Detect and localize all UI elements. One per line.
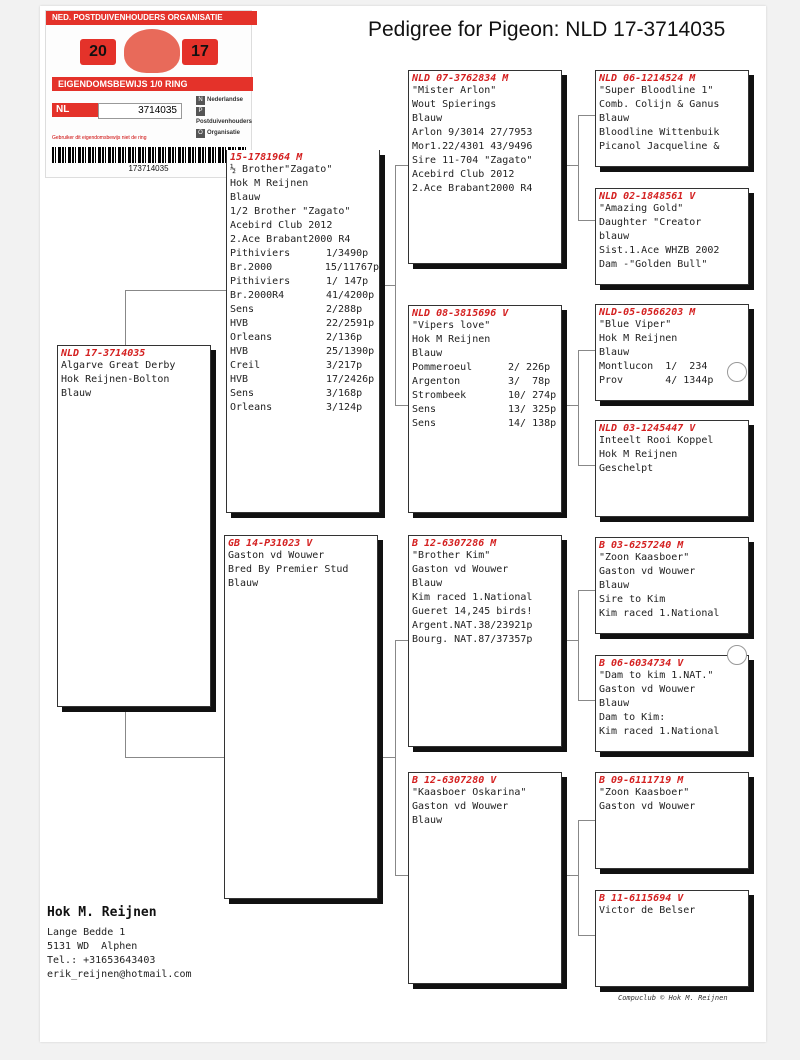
card-line: Sire 11-704 "Zagato" — [412, 155, 533, 166]
card-line: 1/2 Brother "Zagato" — [230, 206, 351, 217]
sire-dam-card — [408, 305, 562, 513]
card-line: Daughter "Creator — [599, 217, 702, 228]
ring-number: 15-1781964 M — [230, 152, 303, 163]
card-line: "Dam to kim 1.NAT." — [599, 670, 714, 681]
card-line: 2.Ace Brabant2000 R4 — [230, 234, 351, 245]
race-name: HVB — [230, 374, 249, 385]
connector-line — [578, 220, 595, 221]
connector-line — [380, 757, 395, 758]
race-name: Creil — [230, 360, 261, 371]
card-line: Blauw — [230, 192, 261, 203]
owner-email: erik_reijnen@hotmail.com — [47, 969, 192, 980]
card-line: "Vipers love" — [412, 320, 491, 331]
sire-sire-sire-card — [595, 70, 749, 167]
ring-number: B 06-6034734 V — [599, 658, 684, 669]
card-line: Comb. Colijn & Ganus — [599, 99, 720, 110]
footer-credit: Compuclub © Hok M. Reijnen — [618, 994, 728, 1002]
race-result: 1/3490p — [326, 248, 369, 259]
npo-logo: N Nederlandse PPostduivenhouders O Organisatie — [196, 97, 253, 136]
connector-line — [578, 935, 595, 936]
race-name: Argenton — [412, 376, 461, 387]
card-line: Blauw — [228, 578, 259, 589]
card-line: Gaston vd Wouwer — [599, 566, 696, 577]
ring-number: NLD 08-3815696 V — [412, 308, 509, 319]
ring-number: B 11-6115694 V — [599, 893, 684, 904]
ring-number: GB 14-P31023 V — [228, 538, 313, 549]
ring-number: NLD 03-1245447 V — [599, 423, 696, 434]
ring-number: B 03-6257240 M — [599, 540, 684, 551]
connector-line — [395, 405, 409, 406]
card-line: Hok M Reijnen — [599, 333, 678, 344]
card-line: Picanol Jacqueline & — [599, 141, 720, 152]
connector-line — [562, 640, 578, 641]
race-name: Pithiviers — [230, 276, 291, 287]
card-line: "Super Bloodline 1" — [599, 85, 714, 96]
race-result: 14/ 138p — [508, 418, 557, 429]
connector-line — [380, 285, 395, 286]
race-result: 22/2591p — [326, 318, 375, 329]
ring-number: NLD-05-0566203 M — [599, 307, 696, 318]
npo-line: Postduivenhouders — [196, 119, 253, 125]
race-result: 2/ 226p — [508, 362, 551, 373]
card-line: Argent.NAT.38/23921p — [412, 620, 533, 631]
owner-info — [47, 905, 192, 982]
card-line: Blauw — [599, 113, 630, 124]
card-line: "Zoon Kaasboer" — [599, 787, 690, 798]
card-line: Gueret 14,245 birds! — [412, 606, 533, 617]
race-name: Pommeroeul — [412, 362, 473, 373]
race-result: 3/217p — [326, 360, 363, 371]
npo-line: Nederlandse — [207, 97, 244, 103]
card-line: Arlon 9/3014 27/7953 — [412, 127, 533, 138]
race-result: 25/1390p — [326, 346, 375, 357]
card-line: Acebird Club 2012 — [230, 220, 333, 231]
sire-sire-dam-card — [595, 188, 749, 285]
card-line: "Zoon Kaasboer" — [599, 552, 690, 563]
connector-line — [395, 640, 396, 875]
sire-sire-card — [408, 70, 562, 264]
race-name: Strombeek — [412, 390, 467, 401]
card-line: Gaston vd Wouwer — [412, 564, 509, 575]
race-name: Sens — [230, 388, 255, 399]
card-line: Blauw — [599, 347, 630, 358]
connector-line — [395, 165, 396, 405]
sire-dam-dam-card — [595, 420, 749, 517]
race-result-row — [409, 389, 561, 403]
race-result: 10/ 274p — [508, 390, 557, 401]
stamp-small-text: Gebruiker dit eigendomsbewijs niet de ring — [52, 135, 147, 141]
connector-line — [578, 350, 595, 351]
card-line: Blauw — [412, 348, 443, 359]
race-result: 2/288p — [326, 304, 363, 315]
card-line: "Amazing Gold" — [599, 203, 684, 214]
card-line: Kim raced 1.National — [412, 592, 533, 603]
connector-line — [578, 350, 579, 465]
ring-number: NLD 17-3714035 — [61, 348, 146, 359]
connector-line — [562, 405, 578, 406]
connector-line — [562, 165, 578, 166]
card-line: Dam -"Golden Bull" — [599, 259, 708, 270]
card-line: Algarve Great Derby — [61, 360, 176, 371]
card-line: Sire to Kim — [599, 594, 666, 605]
card-line: Blauw — [412, 113, 443, 124]
connector-line — [395, 875, 409, 876]
race-result-row — [409, 417, 561, 431]
card-line: 2.Ace Brabant2000 R4 — [412, 183, 533, 194]
crest-icon — [124, 29, 180, 73]
card-line: "Kaasboer Oskarina" — [412, 787, 527, 798]
stamp-org: NED. POSTDUIVENHOUDERS ORGANISATIE — [46, 11, 257, 25]
race-result-row — [227, 387, 379, 401]
race-name: HVB — [230, 318, 249, 329]
page-title: Pedigree for Pigeon: NLD 17-3714035 — [368, 18, 726, 41]
race-result-row — [227, 345, 379, 359]
card-line: Sist.1.Ace WHZB 2002 — [599, 245, 720, 256]
race-result-row — [409, 403, 561, 417]
hole-punch-icon — [727, 362, 747, 382]
dam-dam-sire-card — [595, 772, 749, 869]
race-name: Orleans — [230, 402, 273, 413]
owner-name: Hok M. Reijnen — [47, 905, 157, 920]
race-name: Sens — [412, 418, 437, 429]
dam-sire-dam-card — [595, 655, 749, 752]
connector-line — [578, 820, 595, 821]
race-result-row — [227, 373, 379, 387]
dam-sire-card — [408, 535, 562, 747]
card-line: blauw — [599, 231, 630, 242]
connector-line — [578, 700, 595, 701]
race-name: Br.2000 — [230, 262, 273, 273]
card-line: Bred By Premier Stud — [228, 564, 349, 575]
card-line: Mor1.22/4301 43/9496 — [412, 141, 533, 152]
race-result-row — [227, 359, 379, 373]
card-line: Blauw — [412, 578, 443, 589]
card-line: Bourg. NAT.87/37357p — [412, 634, 533, 645]
card-line: Victor de Belser — [599, 905, 696, 916]
stamp-year-left: 20 — [80, 39, 116, 65]
npo-line: Organisatie — [207, 130, 241, 136]
card-line: Gaston vd Wouwer — [412, 801, 509, 812]
race-result-row — [227, 303, 379, 317]
card-line: Hok Reijnen-Bolton — [61, 374, 170, 385]
card-line: Hok M Reijnen — [599, 449, 678, 460]
sire-dam-sire-card — [595, 304, 749, 401]
race-result: 41/4200p — [326, 290, 375, 301]
connector-line — [125, 290, 126, 346]
dam-sire-sire-card — [595, 537, 749, 634]
race-name: Br.2000R4 — [230, 290, 285, 301]
race-result-row — [409, 375, 561, 389]
race-result: 13/ 325p — [508, 404, 557, 415]
race-result-row — [227, 331, 379, 345]
connector-line — [578, 115, 579, 220]
card-line: Blauw — [61, 388, 92, 399]
card-line: Inteelt Rooi Koppel — [599, 435, 714, 446]
barcode-number: 173714035 — [128, 164, 169, 173]
stamp-country: NL — [52, 103, 100, 117]
race-result: 15/11767p — [324, 262, 379, 273]
card-line: Blauw — [599, 580, 630, 591]
connector-line — [562, 875, 578, 876]
card-line: Kim raced 1.National — [599, 608, 720, 619]
hole-punch-icon — [727, 645, 747, 665]
connector-line — [125, 757, 225, 758]
race-result-row — [227, 247, 379, 261]
race-result: 17/2426p — [326, 374, 375, 385]
race-name: Sens — [412, 404, 437, 415]
race-result: 3/168p — [326, 388, 363, 399]
race-result-row — [227, 401, 379, 415]
card-line: Montlucon 1/ 234 — [599, 361, 708, 372]
card-line: "Blue Viper" — [599, 319, 672, 330]
owner-address: Lange Bedde 1 — [47, 927, 126, 938]
card-line: Blauw — [412, 815, 443, 826]
card-line: Kim raced 1.National — [599, 726, 720, 737]
card-line: Acebird Club 2012 — [412, 169, 515, 180]
card-line: Geschelpt — [599, 463, 654, 474]
card-line: ½ Brother"Zagato" — [230, 164, 333, 175]
card-line: Hok M Reijnen — [412, 334, 491, 345]
ring-number: B 12-6307280 V — [412, 775, 497, 786]
connector-line — [395, 640, 409, 641]
race-result-row — [227, 275, 379, 289]
ownership-certificate — [45, 10, 252, 178]
ring-number: B 09-6111719 M — [599, 775, 684, 786]
race-name: HVB — [230, 346, 249, 357]
card-line: Gaston vd Wouwer — [599, 801, 696, 812]
card-line: Hok M Reijnen — [230, 178, 309, 189]
ring-number: NLD 02-1848561 V — [599, 191, 696, 202]
stamp-ownership: EIGENDOMSBEWIJS 1/0 RING — [52, 77, 253, 91]
owner-city: 5131 WD Alphen — [47, 941, 138, 952]
stamp-number: 3714035 — [98, 103, 182, 119]
race-name: Orleans — [230, 332, 273, 343]
race-name: Pithiviers — [230, 248, 291, 259]
card-line: Gaston vd Wouwer — [599, 684, 696, 695]
dam-dam-dam-card — [595, 890, 749, 987]
card-line: Gaston vd Wouwer — [228, 550, 325, 561]
connector-line — [578, 590, 579, 700]
connector-line — [395, 165, 409, 166]
race-result: 1/ 147p — [326, 276, 369, 287]
race-result-row — [409, 361, 561, 375]
race-result-row — [227, 261, 379, 275]
sire-card — [226, 150, 380, 513]
card-line: Blauw — [599, 698, 630, 709]
connector-line — [578, 590, 595, 591]
connector-line — [125, 290, 227, 291]
card-line: "Mister Arlon" — [412, 85, 497, 96]
connector-line — [125, 705, 126, 757]
connector-line — [578, 115, 595, 116]
race-result: 3/124p — [326, 402, 363, 413]
race-result: 3/ 78p — [508, 376, 551, 387]
race-result-row — [227, 289, 379, 303]
ring-number: NLD 06-1214524 M — [599, 73, 696, 84]
connector-line — [578, 820, 579, 935]
card-line: Dam to Kim: — [599, 712, 666, 723]
ring-number: NLD 07-3762834 M — [412, 73, 509, 84]
card-line: Bloodline Wittenbuik — [599, 127, 720, 138]
owner-phone: Tel.: +31653643403 — [47, 955, 156, 966]
card-line: "Brother Kim" — [412, 550, 491, 561]
race-name: Sens — [230, 304, 255, 315]
dam-card — [224, 535, 378, 899]
connector-line — [578, 465, 595, 466]
stamp-year-right: 17 — [182, 39, 218, 65]
race-result-row — [227, 317, 379, 331]
ring-number: B 12-6307286 M — [412, 538, 497, 549]
barcode — [52, 147, 246, 163]
card-line: Wout Spierings — [412, 99, 497, 110]
subject-card — [57, 345, 211, 707]
dam-dam-card — [408, 772, 562, 984]
race-result: 2/136p — [326, 332, 363, 343]
card-line: Prov 4/ 1344p — [599, 375, 714, 386]
